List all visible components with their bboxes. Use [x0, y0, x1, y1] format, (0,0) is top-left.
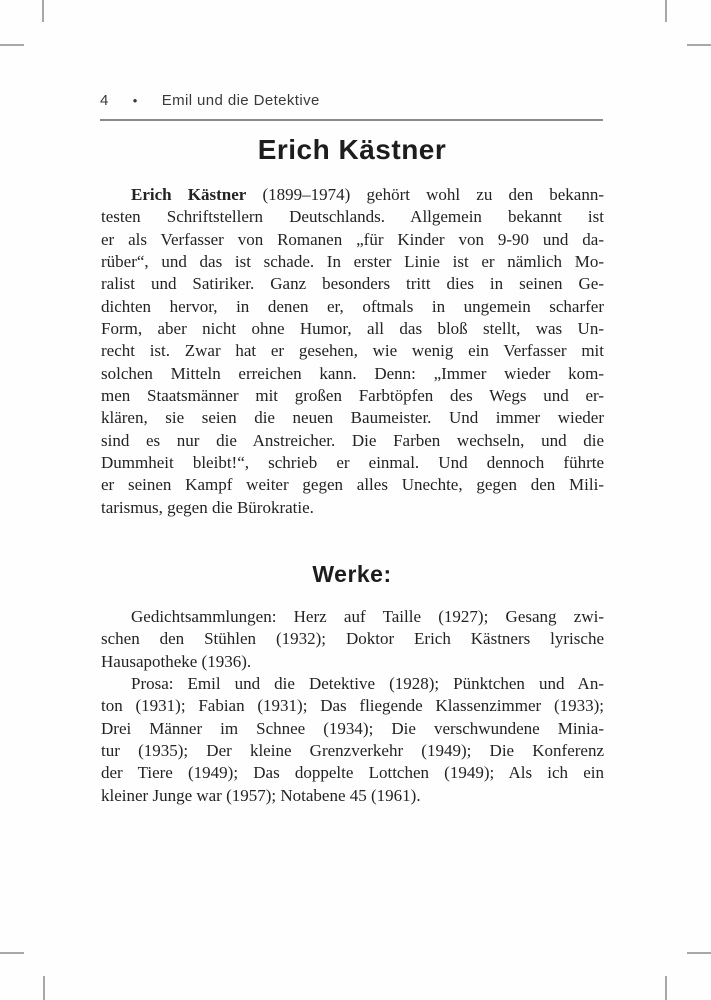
text-line: tur (1935); Der kleine Grenzverkehr (1949); Die Konferenz	[101, 740, 604, 760]
text-line: schen den Stühlen (1932); Doktor Erich Kästners lyrische	[101, 629, 604, 649]
text-line: Gedichtsammlungen: Herz auf Taille (1927); Gesang zwi-	[131, 607, 604, 626]
text-line: er seinen Kampf weiter gegen alles Unechte, gegen den Mili-	[101, 475, 604, 495]
text-line: tarismus, gegen die Bürokratie.	[101, 497, 314, 517]
text-line: klären, sie seien die neuen Baumeister. Und immer wieder	[101, 408, 604, 428]
crop-mark-bottom-right-vertical	[665, 976, 667, 1000]
text-line: Dummheit bleibt!“, schrieb er einmal. Und dennoch führte	[101, 452, 604, 472]
text-line: sind es nur die Anstreicher. Die Farben wechseln, und die	[101, 430, 604, 450]
works-section	[101, 606, 604, 807]
text-line: kleiner Junge war (1957); Notabene 45 (1961).	[101, 785, 421, 805]
text-line: er als Verfasser von Romanen „für Kinder von 9-90 und da-	[101, 229, 604, 249]
crop-mark-top-right-vertical	[665, 0, 667, 22]
text-line: testen Schriftstellern Deutschlands. Allgemein bekannt ist	[101, 207, 604, 227]
header-divider	[100, 119, 603, 121]
crop-mark-top-right-horizontal	[687, 44, 711, 46]
running-header	[100, 92, 604, 110]
crop-mark-bottom-right-horizontal	[687, 952, 711, 954]
text-line: solchen Mitteln erreichen kann. Denn: „Immer wieder kom-	[101, 363, 604, 383]
text-line	[101, 184, 604, 206]
header-book-title: Emil und die Detektive	[161, 92, 320, 109]
text-line: der Tiere (1949); Das doppelte Lottchen (1949); Als ich ein	[101, 763, 604, 783]
crop-mark-bottom-left-horizontal	[0, 952, 24, 954]
text-line: Hausapotheke (1936).	[101, 651, 252, 671]
text-line: Drei Männer im Schnee (1934); Die verschwundene Minia-	[101, 718, 604, 738]
page-number: 4	[100, 92, 109, 109]
text-line: ralist und Satiriker. Ganz besonders tritt dies in seinen Ge-	[101, 274, 604, 294]
works-heading: Werke:	[312, 561, 392, 587]
text-line: Prosa: Emil und die Detektive (1928); Pünktchen und An-	[131, 673, 604, 693]
header-bullet: •	[132, 93, 138, 108]
crop-mark-bottom-left-vertical	[43, 976, 45, 1000]
page-title: Erich Kästner	[257, 134, 447, 165]
text-line: recht ist. Zwar hat er gesehen, wie wenig ein Verfasser mit	[101, 341, 604, 361]
crop-mark-top-left-vertical	[42, 0, 44, 22]
text-line: dichten hervor, in denen er, oftmals in ungemein scharfer	[101, 296, 604, 316]
text-line: men Staatsmänner mit großen Farbtöpfen des Wegs und er-	[101, 385, 604, 405]
text-line: ton (1931); Fabian (1931); Das fliegende Klassenzimmer (1933);	[101, 696, 604, 716]
crop-mark-top-left-horizontal	[0, 44, 24, 46]
text-line: rüber“, und das ist schade. In erster Linie ist er nämlich Mo-	[101, 251, 604, 271]
bio-paragraph	[101, 184, 604, 519]
lead-line-rest: (1899–1974) gehört wohl zu den bekann-	[246, 185, 604, 204]
text-line: Form, aber nicht ohne Humor, all das bloß stellt, was Un-	[101, 318, 604, 338]
bold-lead-name: Erich Kästner	[131, 185, 247, 204]
